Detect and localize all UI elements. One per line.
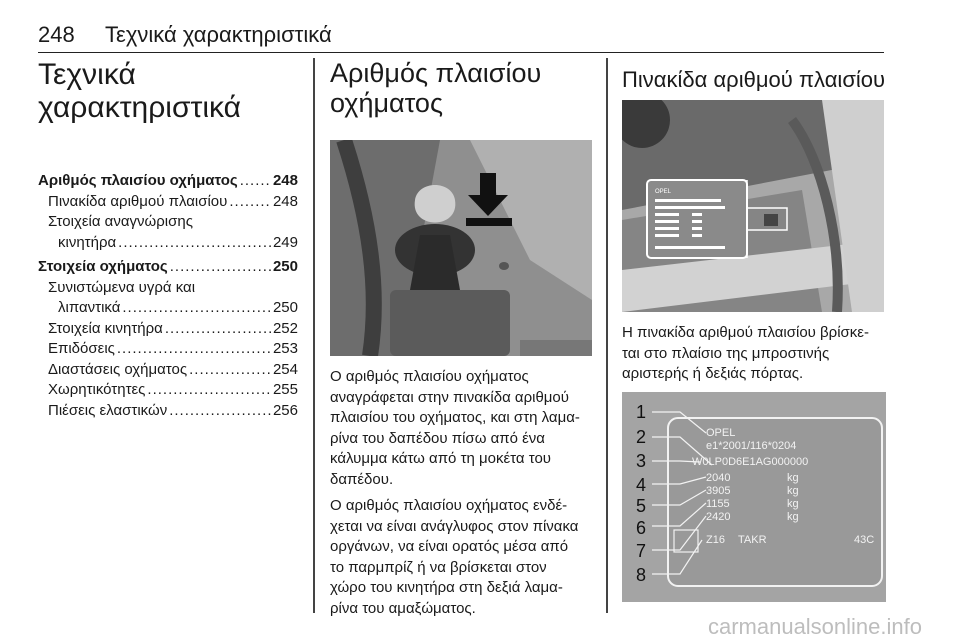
header-title: Τεχνικά χαρακτηριστικά xyxy=(105,22,332,47)
svg-text:2420: 2420 xyxy=(706,511,731,523)
toc-entry-wrap: Συνιστώμενα υγρά και xyxy=(48,278,196,296)
vin-plate-small xyxy=(647,180,747,258)
svg-text:3905: 3905 xyxy=(706,485,731,497)
watermark: carmanualsonline.info xyxy=(707,614,922,639)
vin-column xyxy=(330,58,592,118)
toc-entry-wrap: Στοιχεία αναγνώρισης xyxy=(48,213,193,230)
svg-text:4: 4 xyxy=(635,475,647,495)
svg-text:OPEL: OPEL xyxy=(706,427,736,439)
small-plate-brand: OPEL xyxy=(655,189,672,195)
plate-description xyxy=(622,323,886,385)
vin-description xyxy=(330,367,592,619)
svg-text:2: 2 xyxy=(635,427,647,447)
svg-text:7: 7 xyxy=(635,541,647,561)
vin-section-title: Αριθμός πλαισίου οχήματος xyxy=(330,58,542,118)
svg-text:6: 6 xyxy=(635,518,647,538)
plate-section-title: Πινακίδα αριθμού πλαισίου xyxy=(622,67,886,92)
chapter-title: Τεχνικά χαρακτηριστικά xyxy=(38,58,241,124)
svg-text:kg: kg xyxy=(787,485,799,497)
toc-entry[interactable]: Αριθμός πλαισίου οχήματος ..... 248 xyxy=(38,171,298,192)
toc-column xyxy=(38,58,298,419)
toc-entry[interactable]: λιπαντικά ..... 250 xyxy=(38,298,298,319)
svg-text:TAKR: TAKR xyxy=(738,534,767,546)
column-divider xyxy=(313,58,315,613)
toc-entry[interactable]: Επιδόσεις ..... 253 xyxy=(38,339,298,360)
svg-text:43C: 43C xyxy=(854,534,875,546)
svg-text:kg: kg xyxy=(787,472,799,484)
column-divider xyxy=(606,58,608,613)
vin-paragraph-1: Ο αριθμός πλαισίου οχήματος αναγράφεται στην πινακίδα αριθμού πλαισίου του οχήματος, και στη λαμα- ρίνα του δαπέδου πίσω από ένα κάλυμμα κάτω από τη μοκέτα του δαπέδου. xyxy=(330,368,580,488)
plate-column xyxy=(622,58,886,93)
toc-entry[interactable]: Διαστάσεις οχήματος ..... 254 xyxy=(38,360,298,381)
gear-shifter-photo xyxy=(330,140,592,356)
plate-paragraph: Η πινακίδα αριθμού πλαισίου βρίσκε- ται στο πλαίσιο της μπροστινής αριστερής ή δεξιάς πόρτας. xyxy=(622,324,869,382)
svg-text:Z16: Z16 xyxy=(706,534,725,546)
toc-entry[interactable]: Πινακίδα αριθμού πλαισίου ..... 248 xyxy=(38,192,298,213)
vin-paragraph-2: Ο αριθμός πλαισίου οχήματος ενδέ- χεται να είναι ανάγλυφος στον πίνακα οργάνων, να είναι ορατός μέσα από το παρμπρίζ ή να βρίσκεται στον χώρο του κινητήρα στη δεξιά λαμα- ρίνα του αμαξώματος. xyxy=(330,497,579,617)
door-pillar-photo xyxy=(622,100,884,312)
toc-entry[interactable]: Χωρητικότητες ..... 255 xyxy=(38,380,298,401)
toc-entry[interactable]: Πιέσεις ελαστικών ..... 256 xyxy=(38,401,298,422)
svg-text:1155: 1155 xyxy=(706,498,730,510)
callout-numbers xyxy=(636,402,646,585)
svg-text:e1*2001/116*0204: e1*2001/116*0204 xyxy=(706,440,797,452)
table-of-contents xyxy=(38,171,298,421)
svg-text:1: 1 xyxy=(635,402,647,422)
page-number: 248 xyxy=(38,22,75,47)
toc-entry[interactable]: Στοιχεία οχήματος ..... 250 xyxy=(38,257,298,278)
vin-plate-diagram xyxy=(622,392,886,602)
svg-text:5: 5 xyxy=(635,496,647,516)
page-header xyxy=(38,12,884,53)
svg-text:kg: kg xyxy=(787,511,799,523)
toc-entry[interactable]: Στοιχεία κινητήρα ..... 252 xyxy=(38,319,298,340)
toc-entry[interactable]: κινητήρα ..... 249 xyxy=(38,233,298,254)
svg-text:2040: 2040 xyxy=(706,472,731,484)
svg-text:W0LP0D6E1AG000000: W0LP0D6E1AG000000 xyxy=(692,456,809,468)
svg-text:3: 3 xyxy=(635,451,647,471)
svg-text:kg: kg xyxy=(787,498,799,510)
svg-text:8: 8 xyxy=(635,565,647,585)
